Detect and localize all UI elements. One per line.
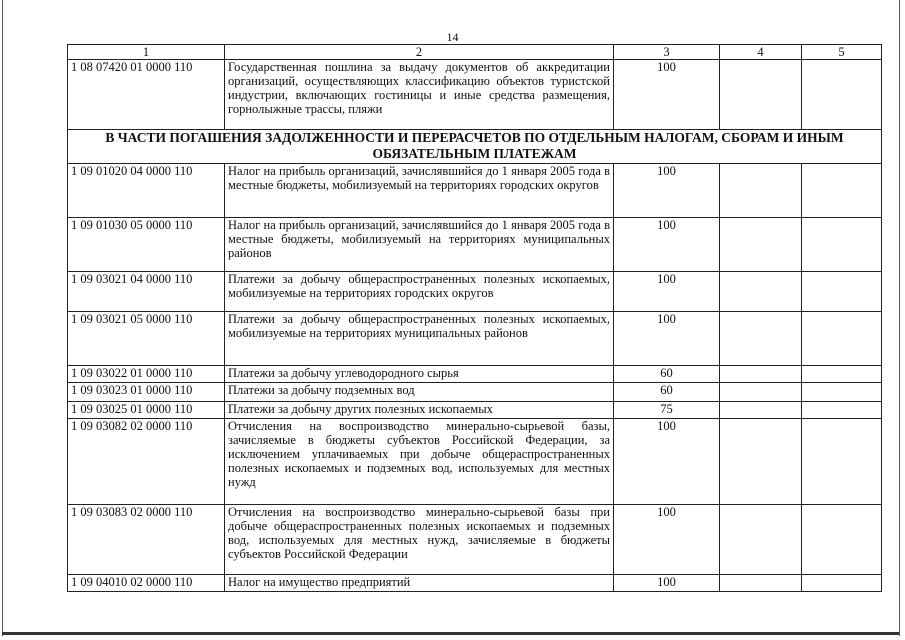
table-row	[68, 312, 882, 366]
table-row	[68, 164, 882, 218]
revenue-description: Отчисления на воспроизводство минерально-сырьевой базы при добыче общераспространенных полезных ископаемых и подземных вод, используемых для местных нужд, зачисляемые в бюджеты субъектов Российской Федерации	[225, 505, 614, 575]
budget-code: 1 09 03021 04 0000 110	[68, 272, 225, 312]
norm-value: 100	[614, 164, 720, 218]
norm-value: 75	[614, 402, 720, 419]
table-row	[68, 60, 882, 130]
empty-cell	[720, 60, 802, 130]
section-header-row	[68, 130, 882, 164]
empty-cell	[802, 312, 882, 366]
budget-code: 1 09 03083 02 0000 110	[68, 505, 225, 575]
budget-code: 1 09 01030 05 0000 110	[68, 218, 225, 272]
budget-code: 1 09 01020 04 0000 110	[68, 164, 225, 218]
norm-value: 100	[614, 505, 720, 575]
empty-cell	[802, 575, 882, 592]
empty-cell	[802, 60, 882, 130]
norm-value: 60	[614, 366, 720, 383]
empty-cell	[802, 218, 882, 272]
column-header-1: 1	[68, 45, 225, 60]
norm-value: 60	[614, 383, 720, 402]
empty-cell	[802, 419, 882, 505]
norm-value: 100	[614, 272, 720, 312]
budget-code: 1 09 03025 01 0000 110	[68, 402, 225, 419]
empty-cell	[720, 505, 802, 575]
revenue-description: Налог на прибыль организаций, зачислявшийся до 1 января 2005 года в местные бюджеты, мобилизуемый на территориях муниципальных районов	[225, 218, 614, 272]
empty-cell	[720, 218, 802, 272]
table-row	[68, 272, 882, 312]
page-frame-bottom	[2, 632, 899, 635]
budget-code: 1 09 03082 02 0000 110	[68, 419, 225, 505]
norm-value: 100	[614, 218, 720, 272]
empty-cell	[720, 419, 802, 505]
table-row	[68, 402, 882, 419]
page-frame-right	[899, 0, 900, 636]
empty-cell	[720, 383, 802, 402]
norm-value: 100	[614, 575, 720, 592]
revenue-description: Платежи за добычу подземных вод	[225, 383, 614, 402]
revenue-description: Платежи за добычу общераспространенных полезных ископаемых, мобилизуемые на территориях городских округов	[225, 272, 614, 312]
empty-cell	[720, 366, 802, 383]
revenue-description: Платежи за добычу углеводородного сырья	[225, 366, 614, 383]
table-row	[68, 575, 882, 592]
empty-cell	[802, 505, 882, 575]
table-row	[68, 366, 882, 383]
budget-codes-table	[67, 44, 882, 592]
empty-cell	[720, 312, 802, 366]
norm-value: 100	[614, 419, 720, 505]
page-number: 14	[446, 30, 459, 44]
revenue-description: Налог на прибыль организаций, зачислявшийся до 1 января 2005 года в местные бюджеты, мобилизуемый на территориях городских округов	[225, 164, 614, 218]
column-header-2: 2	[225, 45, 614, 60]
budget-code: 1 09 03022 01 0000 110	[68, 366, 225, 383]
revenue-description: Платежи за добычу общераспространенных полезных ископаемых, мобилизуемые на территориях муниципальных районов	[225, 312, 614, 366]
revenue-description: Отчисления на воспроизводство минерально-сырьевой базы, зачисляемые в бюджеты субъектов Российской Федерации, за исключением уплачиваемых при добыче общераспространенных полезных ископаемых и подземных вод, используемых для местных нужд	[225, 419, 614, 505]
empty-cell	[720, 575, 802, 592]
table-row	[68, 218, 882, 272]
empty-cell	[720, 164, 802, 218]
page-frame-left	[2, 0, 3, 636]
budget-code: 1 09 04010 02 0000 110	[68, 575, 225, 592]
norm-value: 100	[614, 312, 720, 366]
empty-cell	[802, 366, 882, 383]
column-header-4: 4	[720, 45, 802, 60]
budget-code: 1 09 03021 05 0000 110	[68, 312, 225, 366]
empty-cell	[802, 272, 882, 312]
table-row	[68, 505, 882, 575]
table-row	[68, 383, 882, 402]
section-heading: В ЧАСТИ ПОГАШЕНИЯ ЗАДОЛЖЕННОСТИ И ПЕРЕРАСЧЕТОВ ПО ОТДЕЛЬНЫМ НАЛОГАМ, СБОРАМ И ИНЫМ ОБЯЗАТЕЛЬНЫМ ПЛАТЕЖАМ	[68, 130, 882, 164]
revenue-description: Государственная пошлина за выдачу документов об аккредитации организаций, осуществляющих классификацию объектов туристской индустрии, включающих гостиницы и иные средства размещения, горнолыжные трассы, пляжи	[225, 60, 614, 130]
budget-code: 1 08 07420 01 0000 110	[68, 60, 225, 130]
norm-value: 100	[614, 60, 720, 130]
empty-cell	[802, 383, 882, 402]
column-header-5: 5	[802, 45, 882, 60]
empty-cell	[802, 402, 882, 419]
empty-cell	[802, 164, 882, 218]
revenue-description: Платежи за добычу других полезных ископаемых	[225, 402, 614, 419]
column-header-3: 3	[614, 45, 720, 60]
empty-cell	[720, 402, 802, 419]
revenue-description: Налог на имущество предприятий	[225, 575, 614, 592]
table-row	[68, 419, 882, 505]
budget-code: 1 09 03023 01 0000 110	[68, 383, 225, 402]
empty-cell	[720, 272, 802, 312]
column-number-header-row	[68, 45, 882, 60]
